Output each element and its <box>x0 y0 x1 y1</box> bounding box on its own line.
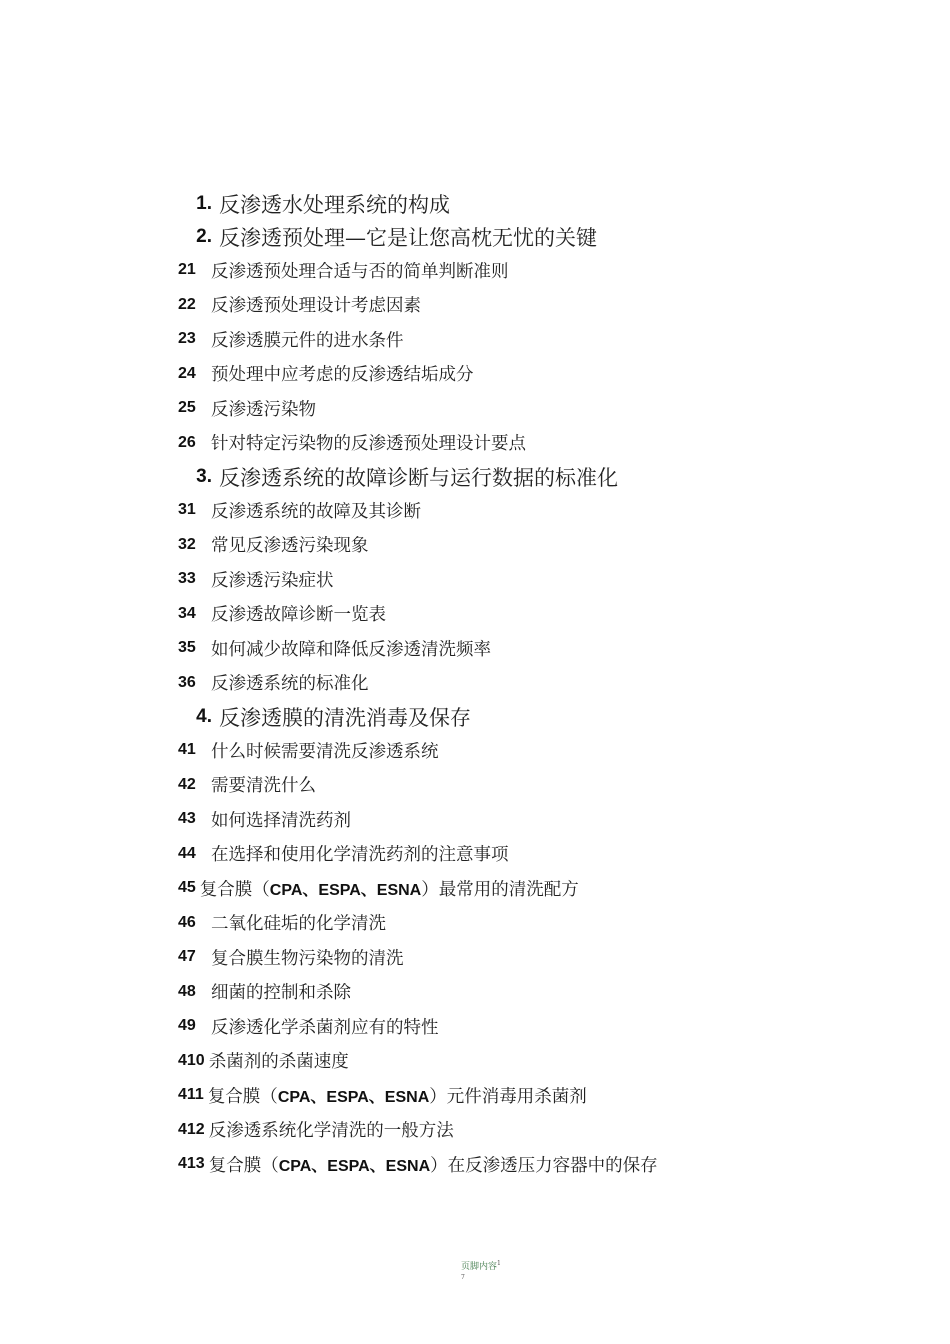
toc-number: 36 <box>178 673 196 691</box>
toc-title: 反渗透污染症状 <box>211 570 334 591</box>
toc-chapter-row <box>178 700 898 733</box>
toc-title <box>208 1083 587 1108</box>
toc-title: 如何选择清洗药剂 <box>211 810 351 831</box>
toc-number: 42 <box>178 775 196 793</box>
toc-number: 1. <box>196 192 212 214</box>
toc-section-row <box>178 562 898 597</box>
toc-number: 46 <box>178 913 196 931</box>
toc-number: 21 <box>178 261 196 279</box>
toc-number: 35 <box>178 639 196 657</box>
toc-title: 反渗透水处理系统的构成 <box>219 192 450 217</box>
toc-section-row <box>178 288 898 323</box>
toc-title-bold: CPA、ESPA、ESNA <box>277 1088 430 1106</box>
toc-title-prefix: 复合膜（ <box>208 1155 279 1176</box>
footer-page-number: 7 <box>461 1274 465 1281</box>
toc-title-prefix: 复合膜（ <box>199 879 270 900</box>
toc-title: 二氧化硅垢的化学清洗 <box>211 914 386 935</box>
toc-title-suffix: ）元件消毒用杀菌剂 <box>429 1086 587 1107</box>
toc-number: 4. <box>196 705 212 727</box>
toc-title: 细菌的控制和杀除 <box>211 983 351 1004</box>
toc-section-row <box>178 631 898 666</box>
toc-number: 23 <box>178 330 196 348</box>
toc-title: 什么时候需要清洗反渗透系统 <box>211 741 439 762</box>
toc-chapter-row <box>178 220 898 253</box>
toc-number: 3. <box>196 465 212 487</box>
toc-number: 2. <box>196 225 212 247</box>
toc-title-suffix: ）在反渗透压力容器中的保存 <box>430 1155 658 1176</box>
toc-section-row <box>178 871 898 906</box>
toc-title: 反渗透系统的故障诊断与运行数据的标准化 <box>219 465 618 490</box>
toc-title-bold: CPA、ESPA、ESNA <box>278 1157 431 1175</box>
toc-title: 反渗透预处理合适与否的简单判断准则 <box>211 261 509 282</box>
footer-superscript: 1 <box>497 1260 501 1267</box>
toc-title: 反渗透污染物 <box>211 399 316 420</box>
toc-number: 34 <box>178 604 196 622</box>
toc-section-row <box>178 975 898 1010</box>
toc-title: 针对特定污染物的反渗透预处理设计要点 <box>211 434 526 455</box>
toc-title: 如何减少故障和降低反渗透清洗频率 <box>211 639 491 660</box>
toc-number: 43 <box>178 810 196 828</box>
toc-number: 44 <box>178 844 196 862</box>
page-footer <box>461 1258 501 1284</box>
toc-section-row <box>178 528 898 563</box>
toc-number: 47 <box>178 948 196 966</box>
toc-title: 反渗透膜元件的进水条件 <box>211 330 404 351</box>
toc-number: 410 <box>178 1051 205 1069</box>
toc-number: 26 <box>178 433 196 451</box>
toc-title <box>200 876 579 901</box>
toc-section-row <box>178 906 898 941</box>
toc-title-prefix: 复合膜（ <box>207 1086 278 1107</box>
toc-title: 反渗透预处理—它是让您高枕无忧的关键 <box>219 225 597 250</box>
toc-number: 413 <box>178 1155 205 1173</box>
toc-number: 411 <box>178 1086 204 1104</box>
table-of-contents <box>178 187 898 1182</box>
toc-number: 33 <box>178 570 196 588</box>
toc-title: 反渗透系统的故障及其诊断 <box>211 501 421 522</box>
toc-section-row <box>178 802 898 837</box>
toc-title: 反渗透预处理设计考虑因素 <box>211 296 421 317</box>
toc-title: 反渗透系统化学清洗的一般方法 <box>208 1121 454 1142</box>
toc-chapter-row <box>178 460 898 493</box>
toc-title: 杀菌剂的杀菌速度 <box>208 1052 349 1073</box>
toc-number: 32 <box>178 535 196 553</box>
toc-section-row <box>178 768 898 803</box>
toc-section-row <box>178 357 898 392</box>
toc-section-row <box>178 391 898 426</box>
toc-number: 45 <box>178 879 196 897</box>
toc-title: 常见反渗透污染现象 <box>211 536 369 557</box>
toc-section-row <box>178 837 898 872</box>
toc-section-row <box>178 1078 898 1113</box>
footer-label: 页脚内容 <box>461 1262 498 1272</box>
toc-chapter-row <box>178 187 898 220</box>
toc-title: 预处理中应考虑的反渗透结垢成分 <box>211 365 474 386</box>
toc-number: 31 <box>178 501 196 519</box>
toc-section-row <box>178 426 898 461</box>
toc-section-row <box>178 253 898 288</box>
toc-section-row <box>178 940 898 975</box>
toc-section-row <box>178 322 898 357</box>
toc-title: 在选择和使用化学清洗药剂的注意事项 <box>211 845 509 866</box>
toc-title: 复合膜生物污染物的清洗 <box>211 948 404 969</box>
toc-title <box>209 1152 658 1177</box>
toc-section-row <box>178 493 898 528</box>
toc-title: 反渗透膜的清洗消毒及保存 <box>219 705 471 730</box>
toc-section-row <box>178 1147 898 1182</box>
toc-section-row <box>178 597 898 632</box>
toc-number: 48 <box>178 982 196 1000</box>
toc-section-row <box>178 666 898 701</box>
toc-number: 25 <box>178 399 196 417</box>
toc-section-row <box>178 1113 898 1148</box>
toc-section-row <box>178 733 898 768</box>
toc-section-row <box>178 1009 898 1044</box>
toc-section-row <box>178 1044 898 1079</box>
toc-title: 需要清洗什么 <box>211 776 316 797</box>
toc-number: 22 <box>178 295 196 313</box>
toc-number: 24 <box>178 364 196 382</box>
toc-title-suffix: ）最常用的清洗配方 <box>421 879 579 900</box>
toc-title-bold: CPA、ESPA、ESNA <box>269 881 422 899</box>
toc-number: 41 <box>178 741 196 759</box>
toc-title: 反渗透故障诊断一览表 <box>211 605 386 626</box>
toc-title: 反渗透系统的标准化 <box>211 674 369 695</box>
toc-title: 反渗透化学杀菌剂应有的特性 <box>211 1017 439 1038</box>
toc-number: 49 <box>178 1017 196 1035</box>
toc-number: 412 <box>178 1120 205 1138</box>
